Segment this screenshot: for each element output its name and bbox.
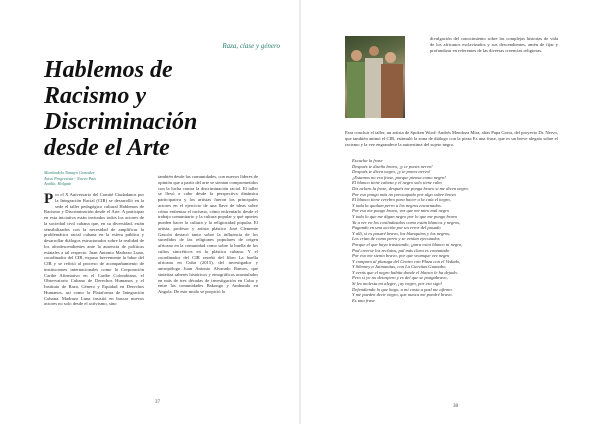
body-column-1 <box>44 192 144 392</box>
poem-line: Y todo lo que me digan negro por lo que me pongo bravo <box>352 213 458 219</box>
poem-line: Y me pueden decir negro, que nunca me pondré bravo. <box>352 292 453 298</box>
poem-line: Los crían de como perro y se venian ejecutados <box>352 236 440 242</box>
right-mid-text: Para concluir el taller, un artista de Spoken Word: Andrés Mendoza Mira, alias Papa Gorra, del proyecto Dr. Nervo, que también animó el CIR, estimuló la zona de diálogo con la pieza Es una frase, que es un breve alegato sobre el racismo y la vez engrandece la autoestima del sujeto negro. <box>345 130 558 147</box>
poem-line: Después te diseño bravo, ¡y te pones nervo! <box>352 163 433 169</box>
page-number-left: 37 <box>155 400 160 405</box>
author-byline <box>44 170 154 187</box>
poem-line: Si les molesta mi alegre, ¡ay negro, por eso sigo! <box>352 281 443 287</box>
poem-line: Defendiendo lo que hago, a mi costa a pasl me afirmo. <box>352 286 453 292</box>
poem-line: Y verás que el negro habita donde el blanco le ha dejado. <box>352 269 458 275</box>
section-label: Raza, clase y género <box>222 42 280 50</box>
poem-line: ¿Estamos no era frase, porque piensa como negro! <box>352 174 446 180</box>
title-line-1: Hablemos de <box>44 57 173 83</box>
poem-line: Porque el que haya trasteando, ¡para estoi blanco ni negro, <box>352 241 463 247</box>
body-text-2: también desde las comunidades, con nuevos líderes de opinión que a partir del arte se sientan comprometidos con la lucha contra la discriminación racial. El taller se llevó a cabo desde la perspectiva dinámica participativa y los artistas fueron los principales actores en el ejercicio de una llave de ideas sobre cómo enfrentar el racismo, cómo enfrentarlo desde el trabajo comunitario y la cultura popular y qué aportes pueden hacer la cultura y la religiosidad popular. El artista, profesor y artista plástico José Clemente Gascón destacó tanto sobre la influencia de los sucedidos de las religiones populares de origen africano en la comunidad como sobre la huella de los cultos sincréticos en la plástica cubana. Y el coordinador del CIR reseñó del libro La huella africana en Cuba (2015), del investigador y antropólogo Juan Antonio Alvarado Ramos, que sintetiza saberes históricos y etnográficos acumulados en más de tres décadas de investigación en Cuba y entre las comunidades Bakongo y Ambundo en Angola. De este modo se propició la <box>158 174 258 294</box>
poem-line: Y Siboney a Jaimanitas, con La Cuevitas Guanabo. <box>352 264 447 270</box>
article-title <box>44 57 284 161</box>
group-photo <box>345 36 405 118</box>
drop-cap: P <box>44 192 54 207</box>
title-line-2: Racismo y <box>44 83 146 109</box>
poem-line: Por eso pongo más no preocupado por algo sobre bravo <box>352 191 456 197</box>
poem-line: Ya a ver en los cosiíndasalos como están blancos y negros, <box>352 219 461 225</box>
poem-line: Por eso me pongo bravo, vez que me miro mal negro <box>352 208 450 214</box>
page-number-right: 38 <box>453 404 458 409</box>
body-text-1: or el X Aniversario del Comité Ciudadanos por la Integración Racial (CIR) se desarrolló en la sede el taller pedagógico cultural Hablemos de Racismo y Discriminación desde el Arte. A participar en esta iniciativa están invitados todos los actores de la sociedad civil cubana que, en su diversidad, están sensibilizados con la necesidad de amplificar la problemática racial cubana en la esfera pública y desarrollar diálogos estructurados sobre la realidad de los afrodescendientes ante la ausencia de políticas estatales a tal respecto. Juan Antonio Madrazo Luna, coordinador del CIR, expuso brevemente la labor del CIR y se refirió al proceso de acompañamiento de instituciones internacionales como la Corporación Caribe Afirmativo en el Caribe Colombiano, el Observatorio Cubano de Derechos Humanos y el Instituto de Raza, Género y Equidad en Derechos Humanos, así como la Plataforma de Integración Cubana. Madrazo Luna insistió en buscar nuevos actores no solo desde el activismo, sino <box>44 192 144 307</box>
poem-line: Es una frase <box>352 297 375 303</box>
poem-line: Y toda la qualum perro a los negros encarnados. <box>352 202 442 208</box>
poem-line: Pagando en una acción por un error del pasado <box>352 225 441 231</box>
poem-line: Pero si yo no desespero y es del que se pongabravo, <box>352 275 448 281</box>
poem-line: Después te dicen negro, ¡y te pones nervo! <box>352 169 431 175</box>
author-name: Maribadela Tamayo González <box>44 170 95 175</box>
poem-line: Por eso me siento bravo, por que veamque vez negro <box>352 253 450 259</box>
title-line-4: desde el Arte <box>44 135 170 161</box>
body-column-2 <box>158 174 258 394</box>
poem-line: Dis aclaro la frase, después me ponga bravo si me dicen negro. <box>352 185 469 191</box>
poem-line: Y comparo al plazuga del Centro con Plaza con el Vedado, <box>352 258 461 264</box>
poem-line: Pod creerse los reclutos, pal más clara es connatado <box>352 247 450 253</box>
author-location: Antilla, Holguín <box>44 181 72 187</box>
poem <box>352 158 562 303</box>
poem-line: Escucha la frase <box>352 158 383 163</box>
author-affiliation: Aviso Progresista - Nuevo País <box>44 175 97 181</box>
right-top-text: divulgación del conocimiento sobre las complejas historias de vida de los africanos esclavizados y sus descendientes, amén de fijar y profundizar en referentes de las diversas creencias religiosas. <box>430 36 558 53</box>
page-gutter <box>299 0 301 424</box>
poem-line: Y allí, si es pasaré bravo, los blanquitos y los negros, <box>352 230 451 236</box>
poem-line: El blanco tiene cerebro para hacer a la caía el negro, <box>352 197 451 203</box>
title-line-3: Discriminación <box>44 109 198 135</box>
poem-line: El blanco tiene cabeza y el negro solo tiene rabo <box>352 180 442 186</box>
